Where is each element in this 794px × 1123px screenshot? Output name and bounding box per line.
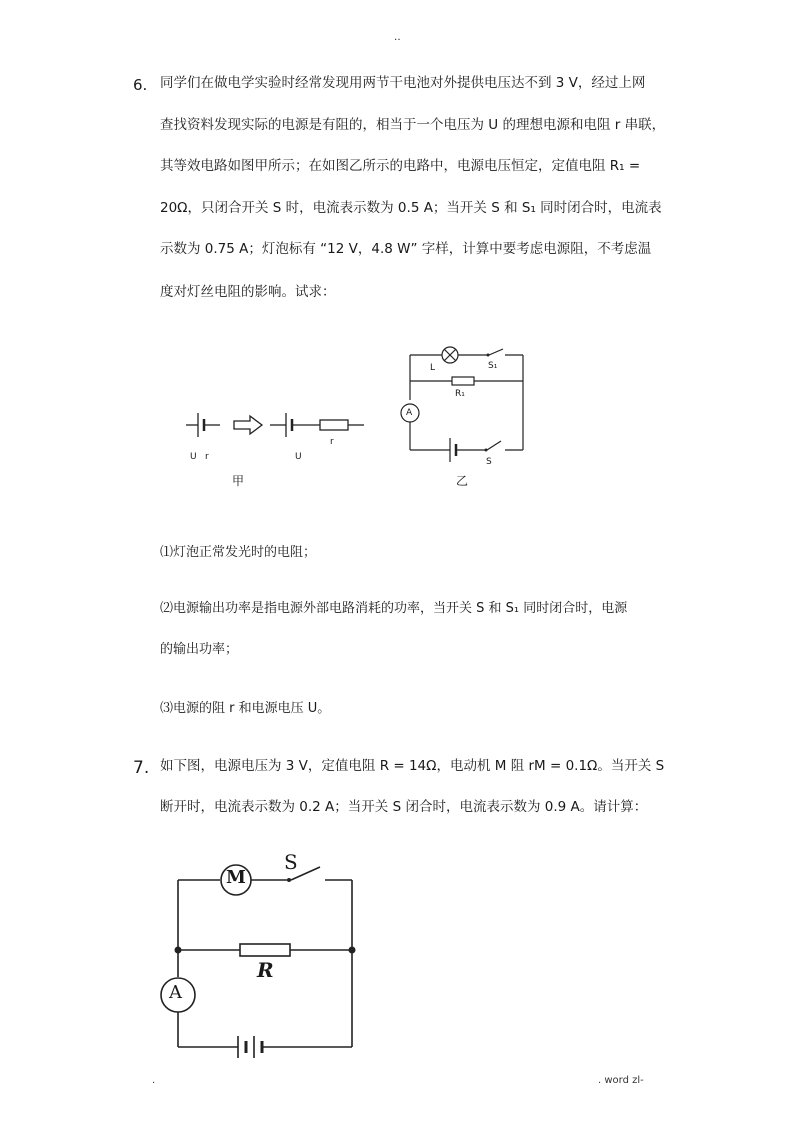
- switch-s-icon: [487, 441, 501, 450]
- q6-sub-2-line-2: 的输出功率；: [160, 642, 239, 657]
- jia-label-U2: U: [295, 452, 302, 462]
- resistor-r-icon: [240, 944, 290, 956]
- figure-jia-equivalent-circuit: [180, 395, 380, 495]
- yi-label-L: L: [430, 363, 436, 373]
- q6-line-3: 其等效电路如图甲所示；在如图乙所示的电路中，电源电压恒定，定值电阻 R₁ =: [160, 158, 641, 174]
- resistor-r1-icon: [452, 377, 474, 385]
- q7-label-R: R: [257, 958, 274, 982]
- jia-caption: 甲: [232, 474, 245, 488]
- q6-sub-1: ⑴灯泡正常发光时的电阻；: [160, 545, 317, 560]
- q7-label-A: A: [169, 982, 182, 1003]
- q6-line-2: 查找资料发现实际的电源是有阻的，相当于一个电压为 U 的理想电源和电阻 r 串联，: [160, 117, 666, 133]
- q6-line-6: 度对灯丝电阻的影响。试求：: [160, 284, 336, 300]
- jia-label-U1: U: [190, 452, 197, 462]
- footer-right: . word zl-: [598, 1075, 644, 1086]
- q7-label-S: S: [284, 850, 298, 874]
- yi-label-S: S: [486, 457, 492, 467]
- jia-label-r2: r: [330, 437, 334, 447]
- footer-left: .: [152, 1075, 156, 1086]
- yi-label-S1: S₁: [488, 361, 498, 371]
- header-mark: ‥: [394, 32, 401, 43]
- yi-caption: 乙: [456, 474, 469, 488]
- q7-line-1: 如下图，电源电压为 3 V，定值电阻 R = 14Ω，电动机 M 阻 rM = 0.1Ω。当开关 S: [160, 758, 665, 774]
- q6-line-5: 示数为 0.75 A；灯泡标有 “12 V，4.8 W” 字样，计算中要考虑电源阻，不考虑温: [160, 241, 652, 257]
- q6-line-1: 同学们在做电学实验时经常发现用两节干电池对外提供电压达不到 3 V，经过上网: [160, 75, 646, 91]
- yi-label-R1: R₁: [455, 389, 465, 399]
- jia-label-r1: r: [205, 452, 209, 462]
- q6-sub-2-line-1: ⑵电源输出功率是指电源外部电路消耗的功率，当开关 S 和 S₁ 同时闭合时，电源: [160, 601, 628, 616]
- arrow-icon: [234, 416, 262, 434]
- question-7-number: 7.: [133, 758, 150, 778]
- q6-line-4: 20Ω，只闭合开关 S 时，电流表示数为 0.5 A；当开关 S 和 S₁ 同时闭合时，电流表: [160, 200, 662, 216]
- switch-s1-icon: [489, 349, 503, 355]
- yi-label-A: A: [406, 408, 413, 418]
- figure-yi-circuit: [395, 345, 535, 475]
- question-6-number: 6.: [133, 76, 148, 94]
- q7-label-M: M: [226, 867, 246, 888]
- q7-line-2: 断开时，电流表示数为 0.2 A；当开关 S 闭合时，电流表示数为 0.9 A。请计算：: [160, 799, 648, 815]
- q6-sub-3: ⑶电源的阻 r 和电源电压 U。: [160, 701, 331, 716]
